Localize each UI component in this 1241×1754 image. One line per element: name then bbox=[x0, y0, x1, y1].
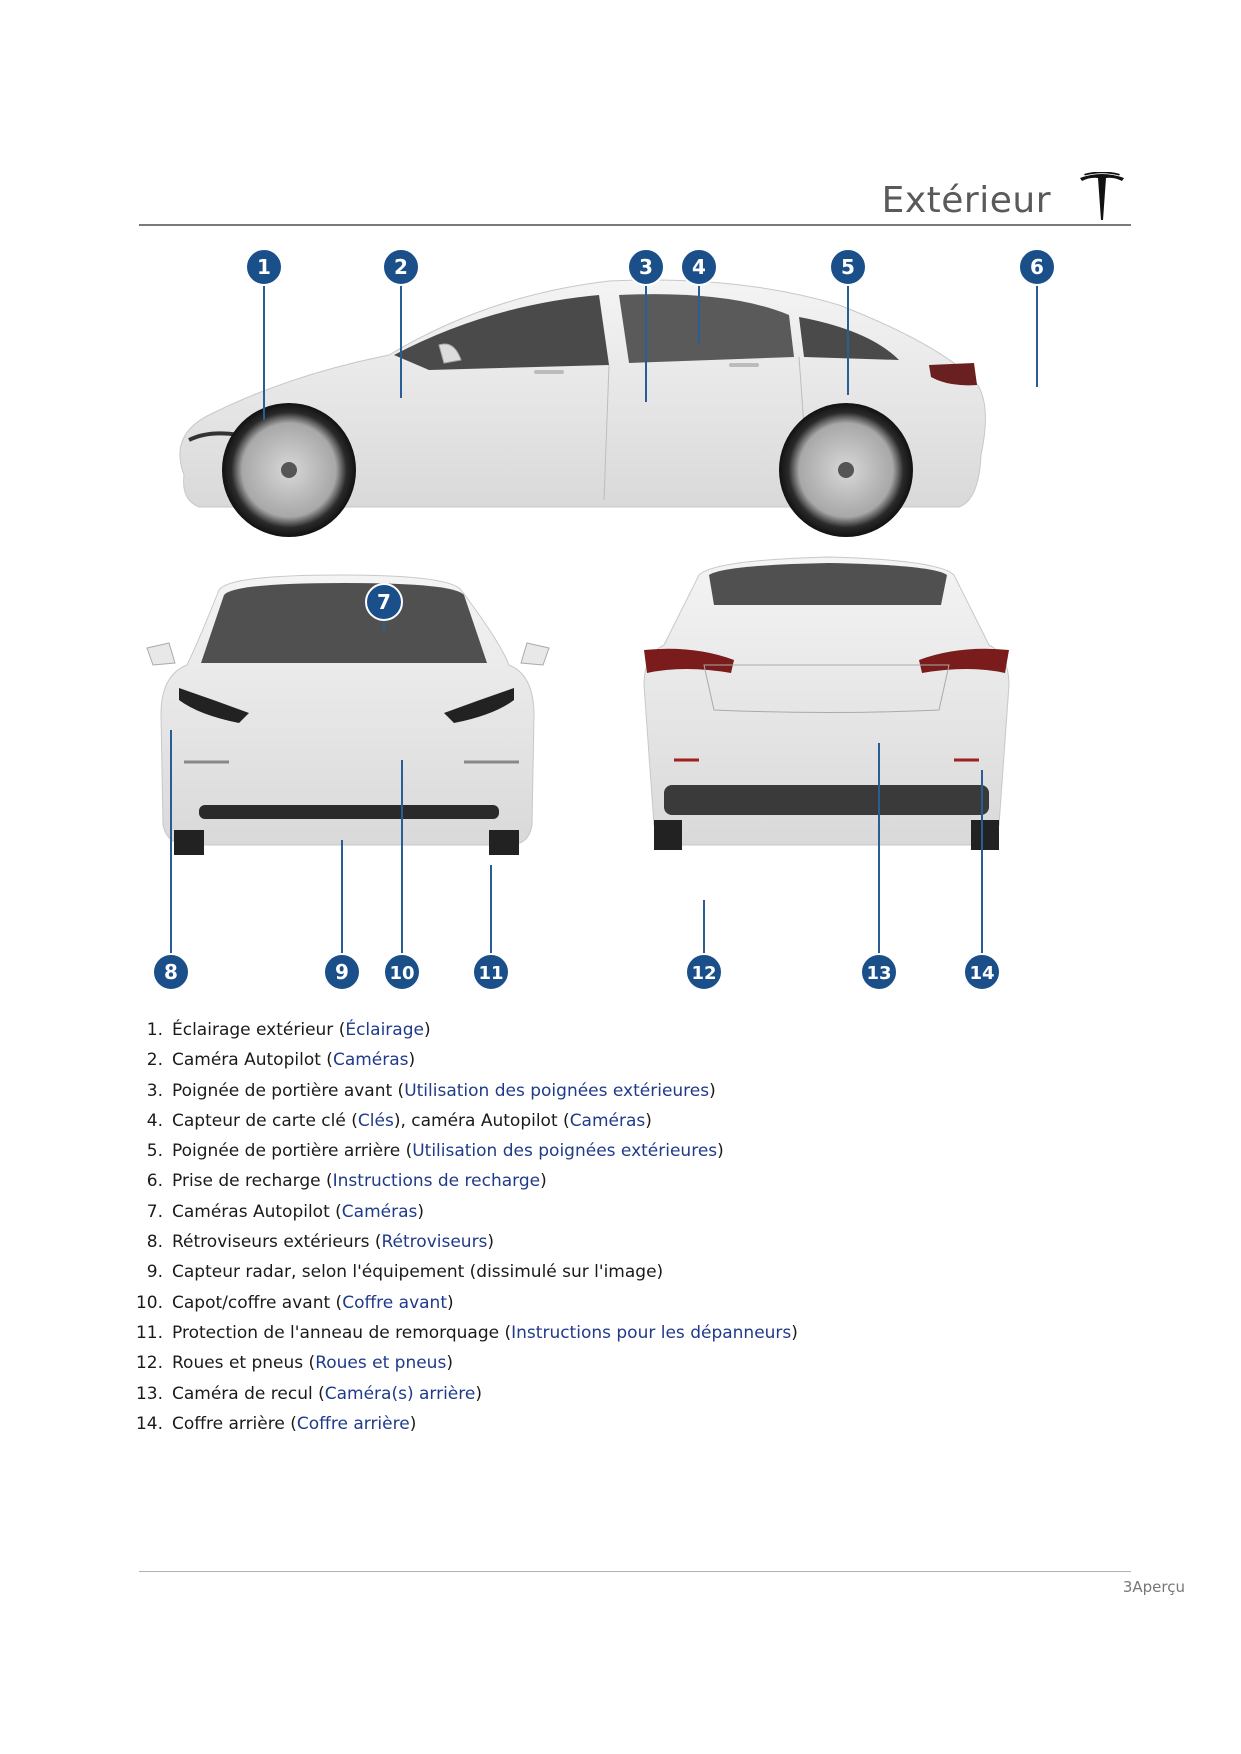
callout-8 bbox=[153, 954, 189, 990]
item-text-secondary: , caméra Autopilot bbox=[400, 1110, 558, 1131]
reference-link[interactable]: Roues et pneus bbox=[315, 1353, 447, 1374]
list-item: 2. Caméra Autopilot (Caméras) bbox=[125, 1045, 798, 1075]
item-number: 13. bbox=[135, 1383, 163, 1404]
list-item: 7. Caméras Autopilot (Caméras) bbox=[125, 1197, 798, 1227]
footer-divider bbox=[139, 1571, 1131, 1572]
callout-12 bbox=[686, 954, 722, 990]
item-number: 12. bbox=[135, 1353, 163, 1374]
rear-view-car bbox=[644, 557, 1009, 850]
list-item: 13. Caméra de recul (Caméra(s) arrière) bbox=[125, 1379, 798, 1409]
svg-text:4: 4 bbox=[692, 255, 706, 279]
list-item: 11. Protection de l'anneau de remorquage (Instructions pour les dépanneurs) bbox=[125, 1318, 798, 1348]
callout-2 bbox=[383, 249, 419, 285]
list-item: 5. Poignée de portière arrière (Utilisation des poignées extérieures) bbox=[125, 1136, 798, 1166]
reference-link[interactable]: Éclairage bbox=[345, 1020, 424, 1040]
callout-14 bbox=[964, 954, 1000, 990]
callout-7 bbox=[366, 584, 402, 620]
item-number: 10. bbox=[135, 1292, 163, 1313]
page-title: Extérieur bbox=[881, 180, 1051, 221]
svg-text:5: 5 bbox=[841, 255, 855, 279]
item-text: Roues et pneus bbox=[172, 1353, 304, 1374]
item-number: 2. bbox=[146, 1050, 163, 1071]
page-footer: 3Aperçu bbox=[1122, 1578, 1185, 1596]
reference-link[interactable]: Caméras bbox=[332, 1050, 409, 1071]
callout-11 bbox=[473, 954, 509, 990]
item-number: 1. bbox=[146, 1020, 163, 1040]
item-text: Caméra de recul bbox=[172, 1383, 313, 1404]
svg-text:14: 14 bbox=[969, 963, 995, 984]
item-text: Capteur radar, selon l'équipement (dissimulé sur l'image) bbox=[172, 1262, 664, 1283]
callout-5 bbox=[830, 249, 866, 285]
feature-list bbox=[125, 1015, 798, 1439]
reference-link[interactable]: Utilisation des poignées extérieures bbox=[404, 1080, 710, 1101]
list-item: 3. Poignée de portière avant (Utilisation des poignées extérieures) bbox=[125, 1076, 798, 1106]
front-view-car bbox=[147, 575, 549, 855]
item-text: Poignée de portière arrière bbox=[172, 1141, 401, 1162]
reference-link[interactable]: Coffre avant bbox=[342, 1292, 448, 1313]
svg-text:7: 7 bbox=[377, 590, 391, 614]
item-text: Caméra Autopilot bbox=[172, 1050, 321, 1071]
item-number: 6. bbox=[146, 1171, 163, 1192]
reference-link[interactable]: Rétroviseurs bbox=[381, 1232, 488, 1253]
callout-3 bbox=[628, 249, 664, 285]
reference-link[interactable]: Clés bbox=[357, 1110, 394, 1131]
svg-text:3: 3 bbox=[639, 255, 653, 279]
callout-6 bbox=[1019, 249, 1055, 285]
list-item: 10. Capot/coffre avant (Coffre avant) bbox=[125, 1288, 798, 1318]
item-number: 8. bbox=[146, 1232, 163, 1253]
reference-link[interactable]: Utilisation des poignées extérieures bbox=[412, 1141, 718, 1162]
item-text: Capot/coffre avant bbox=[172, 1292, 331, 1313]
item-number: 9. bbox=[146, 1262, 163, 1283]
list-item: 14. Coffre arrière (Coffre arrière) bbox=[125, 1409, 798, 1439]
item-text: Poignée de portière avant bbox=[172, 1080, 393, 1101]
svg-text:6: 6 bbox=[1030, 255, 1044, 279]
list-item: 8. Rétroviseurs extérieurs (Rétroviseurs) bbox=[125, 1227, 798, 1257]
svg-text:1: 1 bbox=[257, 255, 271, 279]
callout-1 bbox=[246, 249, 282, 285]
item-number: 5. bbox=[146, 1141, 163, 1162]
item-number: 4. bbox=[146, 1110, 163, 1131]
list-item: 4. Capteur de carte clé (Clés), caméra Autopilot (Caméras) bbox=[125, 1106, 798, 1136]
svg-text:2: 2 bbox=[394, 255, 408, 279]
reference-link[interactable]: Caméras bbox=[569, 1110, 646, 1131]
list-item: 1. Éclairage extérieur (Éclairage) bbox=[125, 1015, 798, 1045]
item-text: Rétroviseurs extérieurs bbox=[172, 1232, 370, 1253]
list-item: 12. Roues et pneus (Roues et pneus) bbox=[125, 1348, 798, 1378]
list-item: 6. Prise de recharge (Instructions de recharge) bbox=[125, 1166, 798, 1196]
item-text: Caméras Autopilot bbox=[172, 1201, 330, 1222]
item-number: 7. bbox=[146, 1201, 163, 1222]
item-text: Éclairage extérieur bbox=[172, 1020, 334, 1040]
reference-link[interactable]: Instructions de recharge bbox=[332, 1171, 541, 1192]
item-text: Protection de l'anneau de remorquage bbox=[172, 1322, 500, 1343]
reference-link[interactable]: Caméras bbox=[341, 1201, 418, 1222]
header-divider bbox=[139, 224, 1131, 226]
callout-10 bbox=[384, 954, 420, 990]
item-number: 11. bbox=[135, 1322, 163, 1343]
callout-4 bbox=[681, 249, 717, 285]
item-number: 14. bbox=[135, 1413, 163, 1434]
list-item bbox=[125, 1257, 798, 1287]
vehicle-exterior-diagram bbox=[139, 245, 1131, 1005]
svg-text:9: 9 bbox=[335, 960, 349, 984]
item-text: Prise de recharge bbox=[172, 1171, 321, 1192]
item-text: Coffre arrière bbox=[172, 1413, 285, 1434]
reference-link[interactable]: Coffre arrière bbox=[296, 1413, 410, 1434]
reference-link[interactable]: Instructions pour les dépanneurs bbox=[511, 1322, 792, 1343]
item-number: 3. bbox=[146, 1080, 163, 1101]
svg-text:8: 8 bbox=[164, 960, 178, 984]
callout-13 bbox=[861, 954, 897, 990]
item-text: Capteur de carte clé bbox=[172, 1110, 346, 1131]
svg-text:10: 10 bbox=[389, 963, 415, 984]
svg-text:13: 13 bbox=[866, 963, 892, 984]
brand-logo-icon bbox=[1078, 172, 1126, 222]
svg-text:12: 12 bbox=[691, 963, 717, 984]
reference-link[interactable]: Caméra(s) arrière bbox=[324, 1383, 476, 1404]
svg-text:11: 11 bbox=[478, 963, 504, 984]
callout-9 bbox=[324, 954, 360, 990]
